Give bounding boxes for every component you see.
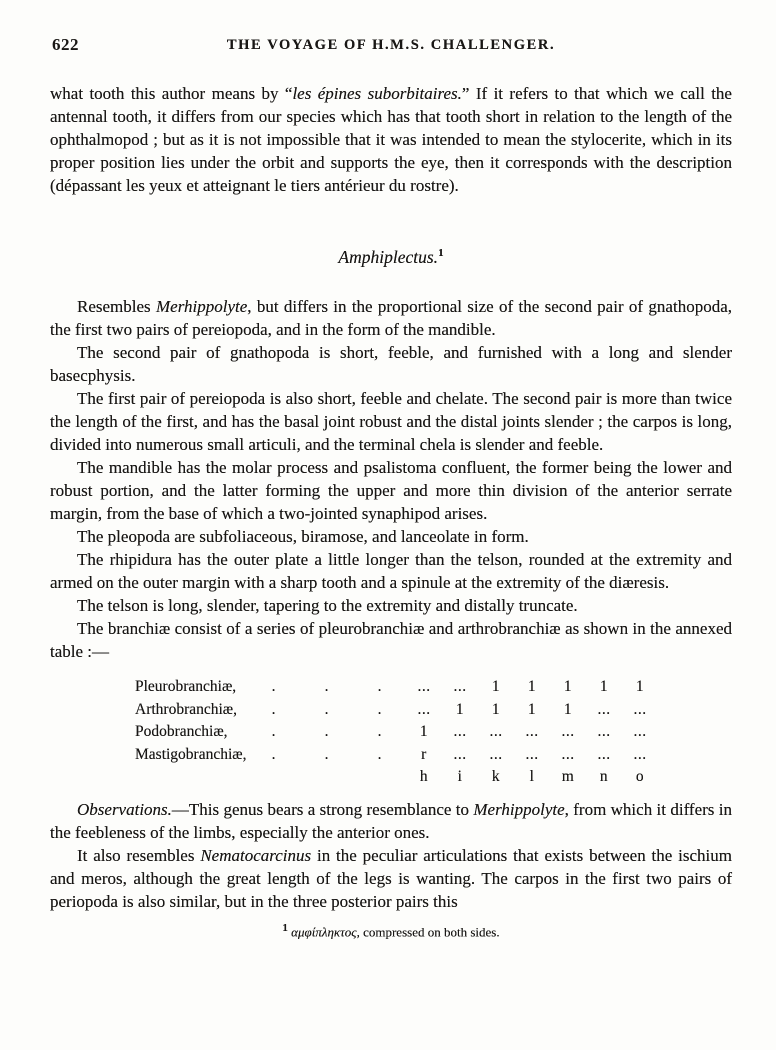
em-dash: —	[171, 799, 189, 819]
paragraph-pereiopoda: The first pair of pereiopoda is also short, feeble and chelate. The second pair is more than twice the length of the first, and has the basal joint robust and the distal joints slender ; the carpos is long, divided into numerous small articuli, and the terminal chela is slender and feeble.	[50, 389, 732, 454]
row-label: Mastigobranchiæ,	[135, 745, 247, 763]
row-label: Pleurobranchiæ,	[135, 678, 237, 695]
text-run: Resembles	[77, 297, 156, 316]
genus-heading	[50, 247, 732, 268]
paragraph-pleopoda: The pleopoda are subfoliaceous, biramose, and lanceolate in form.	[77, 527, 529, 546]
table-cell: ...	[633, 700, 647, 718]
table-cell: l	[529, 768, 535, 785]
genus-mention: Merhippolyte	[473, 799, 565, 819]
table-cell: ...	[561, 723, 575, 740]
table-cell: 1	[563, 678, 573, 695]
quoted-french-phrase: les épines suborbitaires.	[292, 84, 462, 103]
leader-dot: .	[324, 678, 329, 695]
leader-dot: .	[271, 700, 276, 718]
table-cell: 1	[455, 700, 465, 718]
running-title: THE VOYAGE OF H.M.S. CHALLENGER.	[226, 37, 556, 53]
paragraph-mandible: The mandible has the molar process and psalistoma confluent, the former being the lower and robust portion, and the latter forming the upper and more thin division of the anterior serrate margin, from the base of which a two-jointed synaphipod arises.	[50, 458, 732, 523]
leader-dot: .	[271, 723, 276, 740]
table-cell: 1	[527, 700, 537, 718]
table-cell: k	[491, 768, 501, 785]
text-run: This genus bears a strong resemblance to	[188, 799, 474, 819]
greek-etymology: αμφίπληκτος,	[291, 923, 360, 939]
table-cell: ...	[453, 723, 467, 740]
observations-paragraph	[50, 798, 732, 844]
table-cell: o	[635, 768, 645, 785]
genus-mention: Merhippolyte	[155, 297, 248, 316]
observations-lead: Observations.	[77, 799, 172, 819]
table-cell: ...	[417, 678, 431, 695]
table-cell: 1	[527, 678, 537, 695]
closing-paragraph	[50, 844, 732, 913]
genus-mention: Nematocarcinus	[200, 845, 312, 865]
running-head	[50, 34, 732, 58]
leader-dot: .	[324, 745, 329, 763]
leader-dot: .	[377, 723, 382, 740]
branchiae-table	[135, 676, 732, 789]
text-run: , from which it differs in the feebleness of the limbs, especially the anterior ones.	[50, 799, 732, 842]
paragraph-gnathopoda: The second pair of gnathopoda is short, feeble, and furnished with a long and slender basecphysis.	[50, 343, 732, 385]
leader-dot	[300, 766, 353, 789]
table-cell: ...	[525, 745, 539, 763]
table-cell: ...	[597, 700, 611, 718]
paragraph-branchiae: The branchiæ consist of a series of pleurobranchiæ and arthrobranchiæ as shown in the annexed table :—	[50, 619, 732, 661]
table-cell: ...	[597, 723, 611, 740]
table-cell: 1	[491, 678, 501, 695]
leader-dot: .	[271, 745, 276, 763]
footnote-number: 1	[282, 921, 288, 934]
table-row	[135, 699, 732, 722]
table-cell: ...	[561, 745, 575, 763]
paragraph-telson: The telson is long, slender, tapering to the extremity and distally truncate.	[77, 596, 578, 615]
leader-dot: .	[377, 700, 382, 718]
leader-dot	[353, 766, 406, 789]
table-row	[135, 721, 732, 744]
leader-dot: .	[377, 745, 382, 763]
table-cell: 1	[563, 700, 573, 718]
table-cell: ...	[453, 678, 467, 695]
table-cell: 1	[599, 678, 609, 695]
table-cell: n	[599, 768, 609, 785]
row-label: Podobranchiæ,	[135, 723, 228, 740]
text-run: ” If it refers to that which we call the antennal tooth, it differs from our species which has that tooth short in relation to the length of the ophthalmopod ; but as it is not impossible that it was intended to mean the stylocerite, which in its proper position lies under the orbit and supports the eye, then it corresponds with the description (dépassant les yeux et atteignant le tiers antérieur du rostre).	[50, 84, 732, 195]
row-label: Arthrobranchiæ,	[135, 700, 238, 718]
footnote	[50, 922, 732, 940]
table-row	[135, 744, 732, 767]
footnote-text: compressed on both sides.	[359, 923, 500, 939]
text-run: in the peculiar articulations that exists between the ischium and meros, although the great length of the legs is wanting. The carpos in the first two pairs of periopoda is also similar, but in the three posterior pairs this	[50, 845, 733, 911]
leader-dot	[247, 766, 300, 789]
paragraph-resembles	[50, 295, 732, 341]
footnote-reference: 1	[438, 247, 444, 260]
intro-paragraph	[50, 82, 732, 197]
table-cell: ...	[597, 745, 611, 763]
genus-name: Amphiplectus.	[338, 247, 439, 267]
page-number: 622	[52, 35, 79, 54]
table-cell: ...	[453, 745, 467, 763]
row-label	[135, 766, 247, 789]
text-run: , but differs in the proportional size of the second pair of gnathopoda, the first two pairs of pereiopoda, and in the form of the mandible.	[50, 297, 732, 339]
table-row	[135, 676, 732, 699]
table-cell: ...	[489, 723, 503, 740]
table-cell: r	[421, 745, 427, 763]
page-content	[50, 34, 732, 940]
table-cell: 1	[635, 678, 645, 695]
table-cell: ...	[633, 745, 647, 763]
text-run: what tooth this author means by “	[50, 84, 293, 103]
table-cell: h	[419, 768, 429, 785]
leader-dot: .	[377, 678, 382, 695]
table-cell: m	[561, 768, 575, 785]
table-row-column-keys	[135, 766, 732, 789]
table-cell: ...	[525, 723, 539, 740]
paragraph-rhipidura: The rhipidura has the outer plate a little longer than the telson, rounded at the extremity and armed on the outer margin with a sharp tooth and a spinule at the extremity of the diæresis.	[50, 550, 732, 592]
table-cell: ...	[489, 745, 503, 763]
text-run: It also resembles	[77, 845, 201, 865]
table-cell: ...	[417, 700, 431, 718]
leader-dot: .	[324, 700, 329, 718]
table-cell: 1	[491, 700, 501, 718]
table-cell: 1	[419, 723, 429, 740]
table-cell: ...	[633, 723, 647, 740]
table-cell: i	[457, 768, 463, 785]
leader-dot: .	[271, 678, 276, 695]
leader-dot: .	[324, 723, 329, 740]
